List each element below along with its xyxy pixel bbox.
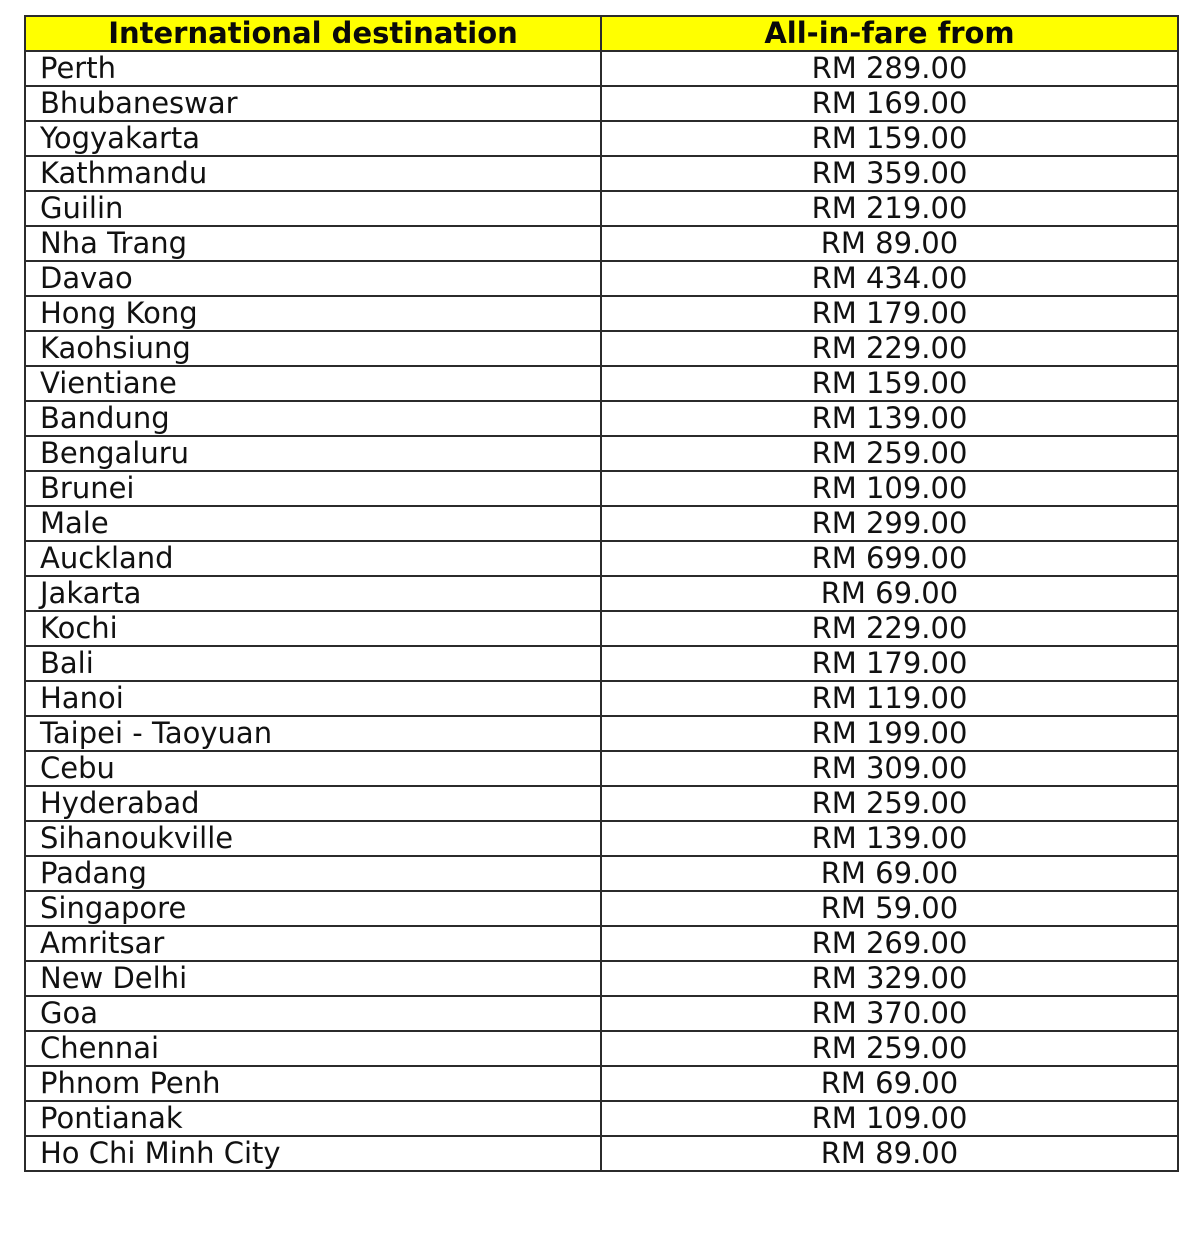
table-row [25,331,1178,366]
fare-cell: RM 299.00 [601,506,1178,541]
destination-cell: Hyderabad [25,786,601,821]
table-row [25,996,1178,1031]
destination-cell: Yogyakarta [25,121,601,156]
fare-cell: RM 89.00 [601,1136,1178,1171]
table-row [25,786,1178,821]
fare-cell: RM 159.00 [601,121,1178,156]
table-row [25,646,1178,681]
fare-cell: RM 259.00 [601,786,1178,821]
fare-cell: RM 199.00 [601,716,1178,751]
table-row [25,926,1178,961]
destination-cell: Phnom Penh [25,1066,601,1101]
fare-cell: RM 169.00 [601,86,1178,121]
fare-cell: RM 434.00 [601,261,1178,296]
table-row [25,751,1178,786]
table-row [25,856,1178,891]
fare-cell: RM 109.00 [601,471,1178,506]
fare-cell: RM 259.00 [601,1031,1178,1066]
fare-cell: RM 259.00 [601,436,1178,471]
table-header [25,16,1178,51]
destination-cell: Bhubaneswar [25,86,601,121]
destination-cell: Kaohsiung [25,331,601,366]
fare-cell: RM 179.00 [601,296,1178,331]
table-row [25,541,1178,576]
destination-cell: Davao [25,261,601,296]
destination-cell: Bandung [25,401,601,436]
destination-cell: Padang [25,856,601,891]
fare-cell: RM 269.00 [601,926,1178,961]
table-row [25,891,1178,926]
table-row [25,366,1178,401]
destination-cell: Jakarta [25,576,601,611]
destination-cell: Male [25,506,601,541]
fare-cell: RM 289.00 [601,51,1178,86]
destination-cell: Perth [25,51,601,86]
header-destination: International destination [25,16,601,51]
destination-cell: Hong Kong [25,296,601,331]
destination-cell: Bali [25,646,601,681]
table-row [25,86,1178,121]
fare-cell: RM 139.00 [601,401,1178,436]
table-row [25,681,1178,716]
destination-cell: Goa [25,996,601,1031]
destination-cell: Chennai [25,1031,601,1066]
destination-cell: New Delhi [25,961,601,996]
fare-cell: RM 69.00 [601,576,1178,611]
table-row [25,1101,1178,1136]
fare-cell: RM 229.00 [601,331,1178,366]
fare-cell: RM 699.00 [601,541,1178,576]
destination-cell: Kathmandu [25,156,601,191]
destination-cell: Singapore [25,891,601,926]
table-row [25,821,1178,856]
destination-cell: Nha Trang [25,226,601,261]
destination-cell: Sihanoukville [25,821,601,856]
destination-cell: Guilin [25,191,601,226]
fare-cell: RM 219.00 [601,191,1178,226]
fares-table [24,15,1179,1172]
table-row [25,1066,1178,1101]
table-row [25,191,1178,226]
fare-cell: RM 69.00 [601,1066,1178,1101]
fare-cell: RM 69.00 [601,856,1178,891]
destination-cell: Bengaluru [25,436,601,471]
fare-cell: RM 359.00 [601,156,1178,191]
fare-cell: RM 309.00 [601,751,1178,786]
header-fare: All-in-fare from [601,16,1178,51]
fare-cell: RM 59.00 [601,891,1178,926]
fare-cell: RM 109.00 [601,1101,1178,1136]
table-row [25,961,1178,996]
fare-cell: RM 119.00 [601,681,1178,716]
table-row [25,226,1178,261]
table-row [25,611,1178,646]
table-row [25,401,1178,436]
fare-cell: RM 139.00 [601,821,1178,856]
destination-cell: Pontianak [25,1101,601,1136]
table-row [25,471,1178,506]
table-row [25,121,1178,156]
table-row [25,261,1178,296]
table-row [25,296,1178,331]
destination-cell: Hanoi [25,681,601,716]
fare-cell: RM 179.00 [601,646,1178,681]
table-row [25,436,1178,471]
destination-cell: Amritsar [25,926,601,961]
destination-cell: Cebu [25,751,601,786]
fare-cell: RM 229.00 [601,611,1178,646]
destination-cell: Kochi [25,611,601,646]
table-row [25,716,1178,751]
destination-cell: Ho Chi Minh City [25,1136,601,1171]
table-row [25,576,1178,611]
fare-cell: RM 89.00 [601,226,1178,261]
table-row [25,1136,1178,1171]
fare-cell: RM 329.00 [601,961,1178,996]
table-row [25,51,1178,86]
destination-cell: Vientiane [25,366,601,401]
fare-cell: RM 159.00 [601,366,1178,401]
header-row [25,16,1178,51]
destination-cell: Brunei [25,471,601,506]
destination-cell: Taipei - Taoyuan [25,716,601,751]
table-body [25,51,1178,1171]
table-row [25,1031,1178,1066]
table-row [25,506,1178,541]
table-row [25,156,1178,191]
fare-cell: RM 370.00 [601,996,1178,1031]
destination-cell: Auckland [25,541,601,576]
